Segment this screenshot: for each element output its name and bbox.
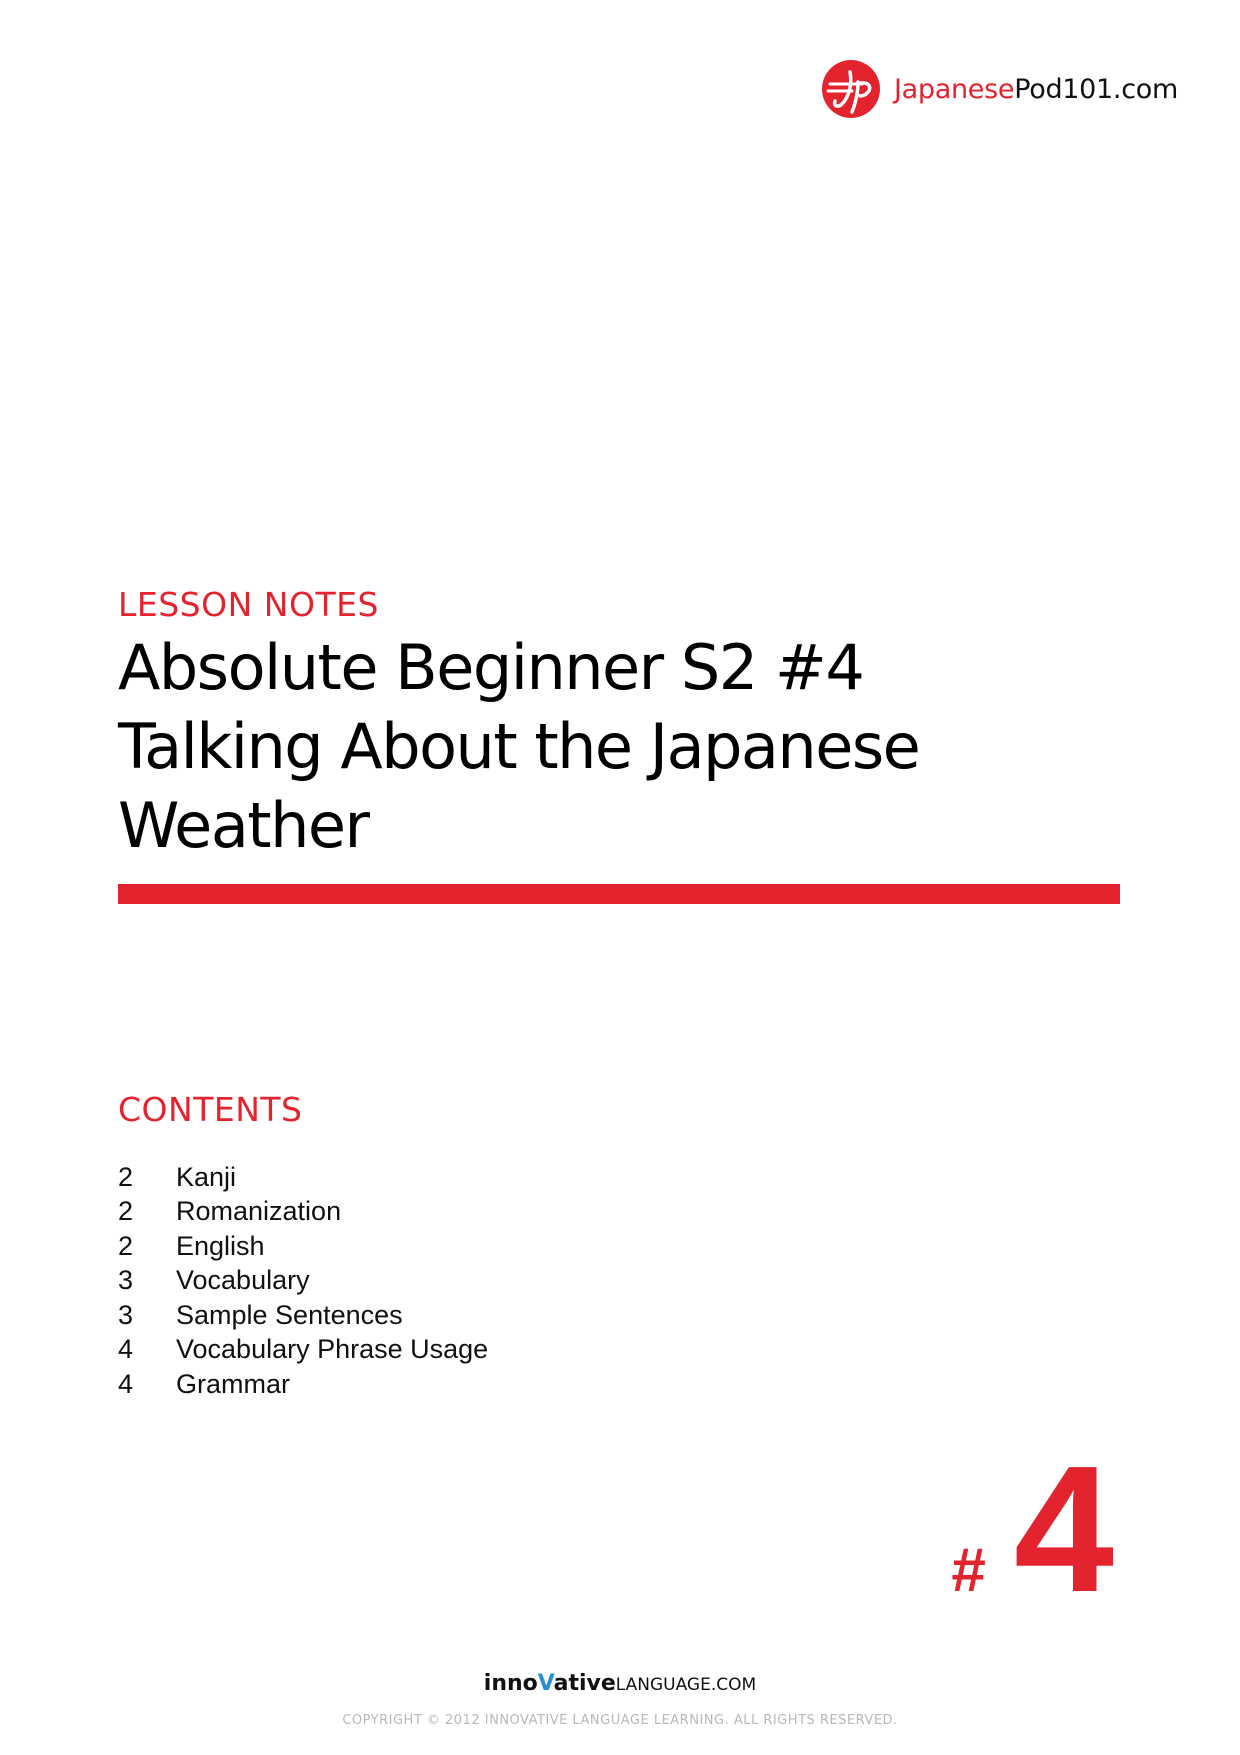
- toc-page-number: 4: [118, 1368, 134, 1399]
- toc-page-number: 4: [118, 1334, 134, 1365]
- title-line-2: Talking About the Japanese: [118, 710, 920, 783]
- toc-item-vocabulary[interactable]: [118, 1264, 488, 1299]
- footer-brand[interactable]: [0, 1673, 1240, 1695]
- title-line-3: Weather: [118, 789, 369, 862]
- footer-brand-part2: ative: [553, 1671, 616, 1696]
- toc-label: Vocabulary: [176, 1265, 310, 1296]
- brand-logo[interactable]: [822, 60, 1178, 118]
- episode-hash: #: [951, 1536, 986, 1605]
- jp-logo-icon: [822, 60, 880, 118]
- toc-label: Grammar: [176, 1368, 290, 1399]
- logo-brand-suffix: .com: [1112, 73, 1178, 105]
- logo-brand-dark: Pod101: [1014, 73, 1113, 105]
- footer-brand-part1: inno: [483, 1671, 538, 1696]
- logo-text: [894, 73, 1178, 105]
- toc-page-number: 2: [118, 1196, 134, 1227]
- footer-brand-v: V: [537, 1671, 554, 1696]
- toc-page-number: 3: [118, 1265, 134, 1296]
- toc-page-number: 2: [118, 1230, 134, 1261]
- toc-item-vocabulary-phrase-usage[interactable]: [118, 1333, 488, 1368]
- title-line-1: Absolute Beginner S2 #4: [118, 631, 864, 704]
- contents-heading: CONTENTS: [118, 1090, 303, 1129]
- toc-label: Romanization: [176, 1196, 342, 1227]
- episode-number: [951, 1429, 1114, 1630]
- toc-item-kanji[interactable]: [118, 1160, 488, 1195]
- toc-label: English: [176, 1230, 265, 1261]
- toc-page-number: 3: [118, 1299, 134, 1330]
- toc-label: Vocabulary Phrase Usage: [176, 1334, 489, 1365]
- lesson-notes-label: LESSON NOTES: [118, 585, 379, 624]
- toc-item-sample-sentences[interactable]: [118, 1298, 488, 1333]
- title-divider: [118, 884, 1120, 904]
- lesson-title: [118, 628, 1018, 865]
- footer-brand-name: [484, 1671, 616, 1696]
- table-of-contents: [118, 1160, 488, 1402]
- copyright-notice: COPYRIGHT © 2012 INNOVATIVE LANGUAGE LEARNING. ALL RIGHTS RESERVED.: [342, 1713, 898, 1728]
- logo-brand-red: Japanese: [894, 73, 1015, 105]
- toc-label: Sample Sentences: [176, 1299, 403, 1330]
- toc-page-number: 2: [118, 1161, 134, 1192]
- toc-item-romanization[interactable]: [118, 1195, 488, 1230]
- episode-digit: 4: [1013, 1429, 1114, 1630]
- toc-item-english[interactable]: [118, 1229, 488, 1264]
- toc-label: Kanji: [176, 1161, 237, 1192]
- toc-item-grammar[interactable]: [118, 1367, 488, 1402]
- footer-brand-suffix: LANGUAGE.COM: [615, 1675, 757, 1695]
